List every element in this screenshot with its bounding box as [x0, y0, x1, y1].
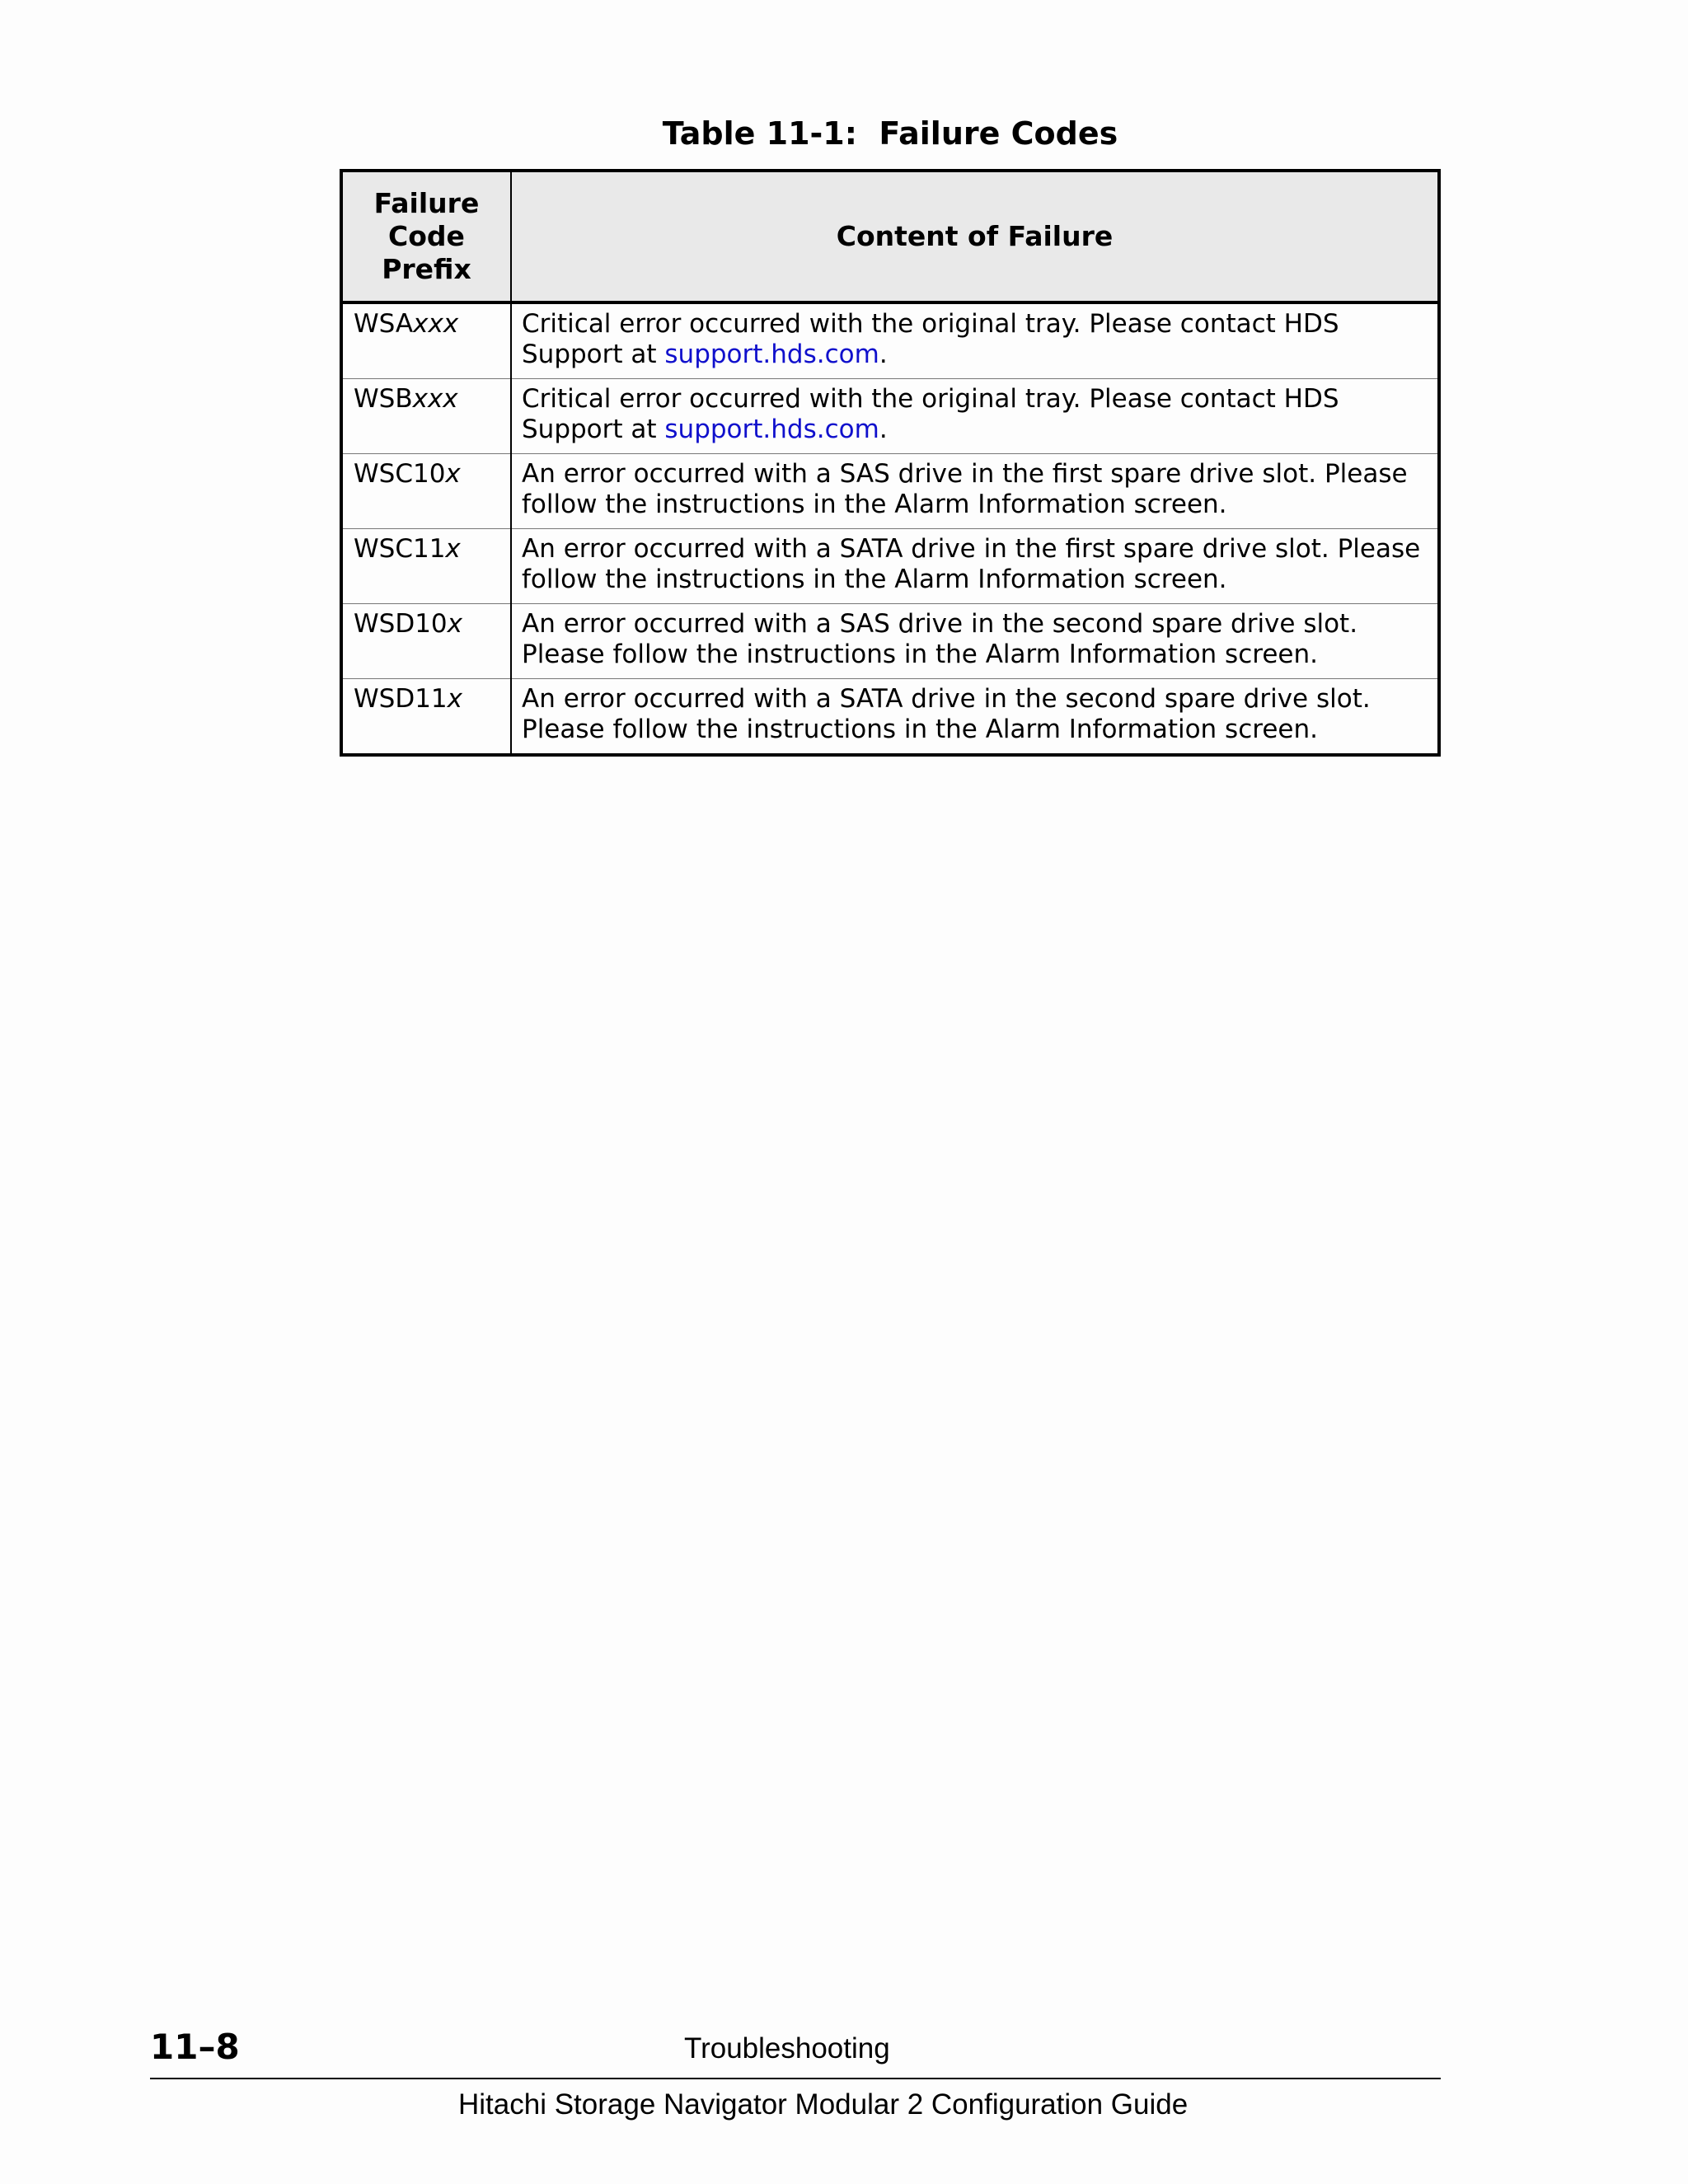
code-placeholder: xxx	[413, 309, 459, 339]
failure-description-cell: An error occurred with a SAS drive in the first spare drive slot. Please follow the instructions in the Alarm Information screen.	[511, 454, 1439, 529]
failure-code-cell	[341, 679, 511, 756]
table-row	[341, 454, 1439, 529]
code-prefix: WSD11	[354, 684, 448, 714]
description-text: Critical error occurred with the original tray. Please contact HDS Support at	[522, 309, 1339, 369]
code-placeholder: x	[445, 459, 461, 489]
failure-code-cell	[341, 379, 511, 454]
code-placeholder: x	[447, 609, 463, 639]
description-tail: .	[879, 340, 888, 369]
failure-code-cell	[341, 604, 511, 679]
table-row	[341, 529, 1439, 604]
table-caption: Table 11-1: Failure Codes	[662, 115, 1118, 152]
support-link[interactable]: support.hds.com	[664, 415, 879, 444]
failure-codes-table	[340, 169, 1441, 757]
description-tail: .	[879, 415, 888, 444]
failure-description-cell	[511, 379, 1439, 454]
failure-code-cell	[341, 529, 511, 604]
code-prefix: WSD10	[354, 609, 448, 639]
description-text: Critical error occurred with the original tray. Please contact HDS Support at	[522, 384, 1339, 444]
table-row	[341, 604, 1439, 679]
code-prefix: WSC11	[354, 534, 446, 564]
failure-code-cell	[341, 454, 511, 529]
code-placeholder: x	[445, 534, 461, 564]
guide-title: Hitachi Storage Navigator Modular 2 Configuration Guide	[458, 2088, 1189, 2121]
failure-code-cell	[341, 302, 511, 379]
code-prefix: WSB	[354, 384, 413, 414]
header-failure-code-prefix: Failure Code Prefix	[341, 171, 511, 302]
table-row	[341, 379, 1439, 454]
failure-description-cell: An error occurred with a SATA drive in the second spare drive slot. Please follow the instructions in the Alarm Information screen.	[511, 679, 1439, 756]
support-link[interactable]: support.hds.com	[664, 340, 879, 369]
table-row	[341, 679, 1439, 756]
header-content-of-failure: Content of Failure	[511, 171, 1439, 302]
table-row	[341, 302, 1439, 379]
section-title: Troubleshooting	[684, 2032, 890, 2064]
table-header-row	[341, 171, 1439, 302]
failure-description-cell: An error occurred with a SATA drive in the first spare drive slot. Please follow the instructions in the Alarm Information screen.	[511, 529, 1439, 604]
code-placeholder: xxx	[412, 384, 458, 414]
code-prefix: WSC10	[354, 459, 446, 489]
failure-description-cell: An error occurred with a SAS drive in the second spare drive slot. Please follow the instructions in the Alarm Information screen.	[511, 604, 1439, 679]
page-number: 11–8	[150, 2027, 240, 2067]
failure-description-cell	[511, 302, 1439, 379]
footer-divider	[150, 2078, 1441, 2079]
code-prefix: WSA	[354, 309, 414, 339]
code-placeholder: x	[447, 684, 463, 714]
